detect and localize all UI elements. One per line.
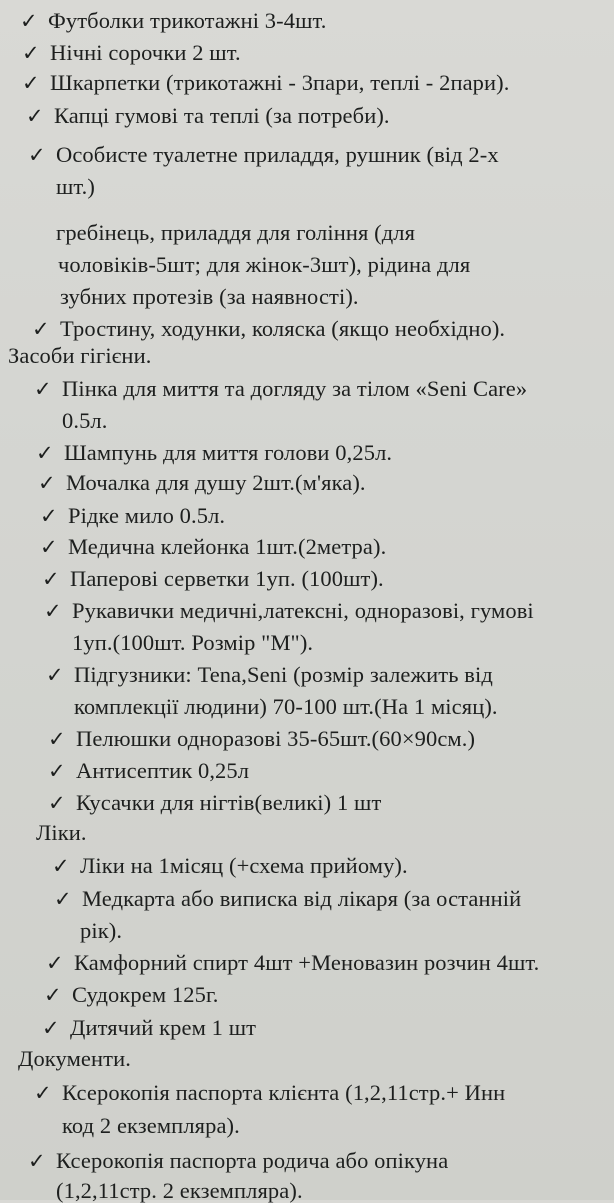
list-item-continuation: рік). bbox=[80, 918, 123, 943]
list-item: ✓ Шампунь для миття голови 0,25л. bbox=[36, 440, 393, 465]
list-item: ✓ Пінка для миття та догляду за тілом «Seni Care» bbox=[34, 376, 528, 401]
list-item: ✓ Пелюшки одноразові 35-65шт.(60×90см.) bbox=[48, 726, 476, 751]
section-heading: Документи. bbox=[18, 1046, 131, 1071]
list-item: ✓ Дитячий крем 1 шт bbox=[42, 1015, 257, 1040]
checkmark-icon: ✓ bbox=[40, 504, 58, 528]
checkmark-icon: ✓ bbox=[34, 1081, 52, 1105]
checkmark-icon: ✓ bbox=[38, 471, 56, 495]
checkmark-icon: ✓ bbox=[48, 727, 66, 751]
list-item: ✓ Шкарпетки (трикотажні - 3пари, теплі - 2пари). bbox=[22, 70, 510, 95]
list-item-continuation: чоловіків-5шт; для жінок-3шт), рідина для bbox=[58, 252, 471, 277]
list-item-continuation: шт.) bbox=[56, 174, 95, 199]
checkmark-icon: ✓ bbox=[26, 104, 44, 128]
checkmark-icon: ✓ bbox=[44, 599, 62, 623]
checkmark-icon: ✓ bbox=[22, 71, 40, 95]
list-item-continuation: 0.5л. bbox=[62, 408, 108, 433]
checkmark-icon: ✓ bbox=[44, 983, 62, 1007]
list-item: ✓ Медична клейонка 1шт.(2метра). bbox=[40, 534, 387, 559]
list-item: ✓ Ксерокопія паспорта клієнта (1,2,11стр.+ Инн bbox=[34, 1080, 506, 1105]
list-item: ✓ Підгузники: Tena,Seni (розмір залежить від bbox=[46, 662, 493, 687]
checkmark-icon: ✓ bbox=[20, 9, 38, 33]
list-item: ✓ Антисептик 0,25л bbox=[48, 758, 250, 783]
list-item-continuation: комплекції людини) 70-100 шт.(На 1 місяц). bbox=[74, 694, 498, 719]
checkmark-icon: ✓ bbox=[28, 1149, 46, 1173]
checkmark-icon: ✓ bbox=[46, 663, 64, 687]
list-item: ✓ Медкарта або виписка від лікаря (за останній bbox=[54, 886, 522, 911]
list-item: ✓ Судокрем 125г. bbox=[44, 982, 219, 1007]
list-item: ✓ Рідке мило 0.5л. bbox=[40, 503, 226, 528]
list-item: ✓ Капці гумові та теплі (за потреби). bbox=[26, 103, 390, 128]
checkmark-icon: ✓ bbox=[42, 1016, 60, 1040]
list-item: ✓ Особисте туалетне приладдя, рушник (від 2-х bbox=[28, 142, 499, 167]
checkmark-icon: ✓ bbox=[48, 759, 66, 783]
list-item-continuation: (1,2,11стр. 2 екземпляра). bbox=[56, 1178, 303, 1203]
checkmark-icon: ✓ bbox=[32, 317, 50, 341]
section-heading: Ліки. bbox=[36, 820, 87, 845]
list-item: ✓ Футболки трикотажні 3-4шт. bbox=[20, 8, 327, 33]
list-item: ✓ Камфорний спирт 4шт +Меновазин розчин 4шт. bbox=[46, 950, 540, 975]
checkmark-icon: ✓ bbox=[52, 854, 70, 878]
checkmark-icon: ✓ bbox=[42, 567, 60, 591]
checkmark-icon: ✓ bbox=[36, 441, 54, 465]
list-item: ✓ Рукавички медичні,латексні, одноразові, гумові bbox=[44, 598, 534, 623]
list-item-continuation: зубних протезів (за наявності). bbox=[60, 284, 359, 309]
list-item: ✓ Паперові серветки 1уп. (100шт). bbox=[42, 566, 384, 591]
list-item: ✓ Тростину, ходунки, коляска (якщо необхідно). bbox=[32, 316, 506, 341]
checkmark-icon: ✓ bbox=[34, 377, 52, 401]
checkmark-icon: ✓ bbox=[54, 887, 72, 911]
list-item: ✓ Ксерокопія паспорта родича або опікуна bbox=[28, 1148, 449, 1173]
list-item-continuation: код 2 екземпляра). bbox=[62, 1113, 240, 1138]
list-item: ✓ Кусачки для нігтів(великі) 1 шт bbox=[48, 790, 382, 815]
list-item-continuation: 1уп.(100шт. Розмір "М"). bbox=[72, 630, 314, 655]
list-item: ✓ Ліки на 1місяц (+схема прийому). bbox=[52, 853, 408, 878]
checkmark-icon: ✓ bbox=[28, 143, 46, 167]
checkmark-icon: ✓ bbox=[46, 951, 64, 975]
checkmark-icon: ✓ bbox=[48, 791, 66, 815]
checkmark-icon: ✓ bbox=[40, 535, 58, 559]
list-item: ✓ Нічні сорочки 2 шт. bbox=[22, 40, 241, 65]
checkmark-icon: ✓ bbox=[22, 41, 40, 65]
section-heading: Засоби гігієни. bbox=[8, 343, 152, 368]
list-item-continuation: гребінець, приладдя для гоління (для bbox=[56, 220, 416, 245]
list-item: ✓ Мочалка для душу 2шт.(м'яка). bbox=[38, 470, 366, 495]
